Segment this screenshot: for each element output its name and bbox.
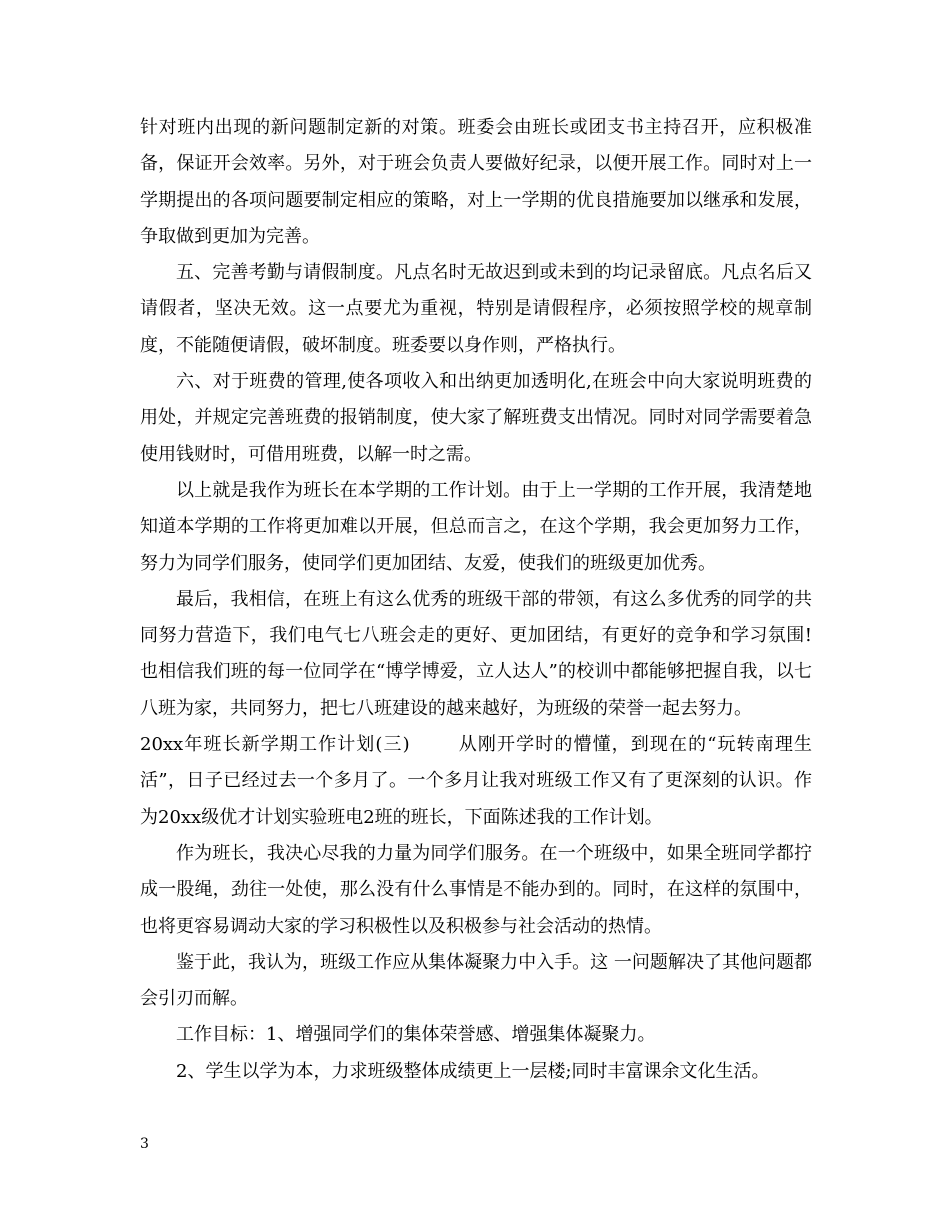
paragraph: 工作目标：1、增强同学们的集体荣誉感、增强集体凝聚力。 bbox=[176, 1024, 656, 1046]
section-heading: 20xx年班长新学期工作计划(三) bbox=[140, 734, 410, 756]
document-body bbox=[140, 110, 812, 1090]
section-lead: 从刚开学时的懵懂，到现在的“玩转南理生活”，日子已经过去一个多月了。一个多月让我对班级工作又有了更深刻的认识。作为20xx级优才计划实验班电2班的班长，下面陈述我的工作计划。 bbox=[140, 734, 812, 828]
page-number: 3 bbox=[140, 1136, 149, 1152]
paragraph: 作为班长，我决心尽我的力量为同学们服务。在一个班级中，如果全班同学都拧成一股绳，劲往一处使，那么没有什么事情是不能办到的。同时，在这样的氛围中，也将更容易调动大家的学习积极性以及积极参与社会活动的热情。 bbox=[140, 842, 812, 937]
section-paragraph bbox=[140, 727, 812, 836]
paragraph: 鉴于此，我认为，班级工作应从集体凝聚力中入手。这 一问题解决了其他问题都会引刃而解。 bbox=[140, 951, 812, 1010]
paragraph: 以上就是我作为班长在本学期的工作计划。由于上一学期的工作开展，我清楚地知道本学期的工作将更加难以开展，但总而言之，在这个学期，我会更加努力工作，努力为同学们服务，使同学们更加团结、友爱，使我们的班级更加优秀。 bbox=[140, 479, 812, 574]
paragraph: 六、对于班费的管理,使各项收入和出纳更加透明化,在班会中向大家说明班费的用处，并规定完善班费的报销制度，使大家了解班费支出情况。同时对同学需要着急使用钱财时，可借用班费，以解一时之需。 bbox=[140, 371, 812, 465]
paragraph: 五、完善考勤与请假制度。凡点名时无故迟到或未到的均记录留底。凡点名后又请假者，坚决无效。这一点要尤为重视，特别是请假程序，必须按照学校的规章制度，不能随便请假，破坏制度。班委要以身作则，严格执行。 bbox=[140, 262, 812, 356]
paragraph: 2、学生以学为本，力求班级整体成绩更上一层楼;同时丰富课余文化生活。 bbox=[176, 1060, 770, 1082]
paragraph: 最后，我相信，在班上有这么优秀的班级干部的带领，有这么多优秀的同学的共同努力营造下，我们电气七八班会走的更好、更加团结，有更好的竞争和学习氛围!也相信我们班的每一位同学在“博学博爱，立人达人”的校训中都能够把握自我，以七八班为家，共同努力，把七八班建设的越来越好，为班级的荣誉一起去努力。 bbox=[140, 588, 812, 719]
paragraph: 针对班内出现的新问题制定新的对策。班委会由班长或团支书主持召开，应积极准备，保证开会效率。另外，对于班会负责人要做好纪录，以便开展工作。同时对上一学期提出的各项问题要制定相应的策略，对上一学期的优良措施要加以继承和发展，争取做到更加为完善。 bbox=[140, 117, 812, 247]
